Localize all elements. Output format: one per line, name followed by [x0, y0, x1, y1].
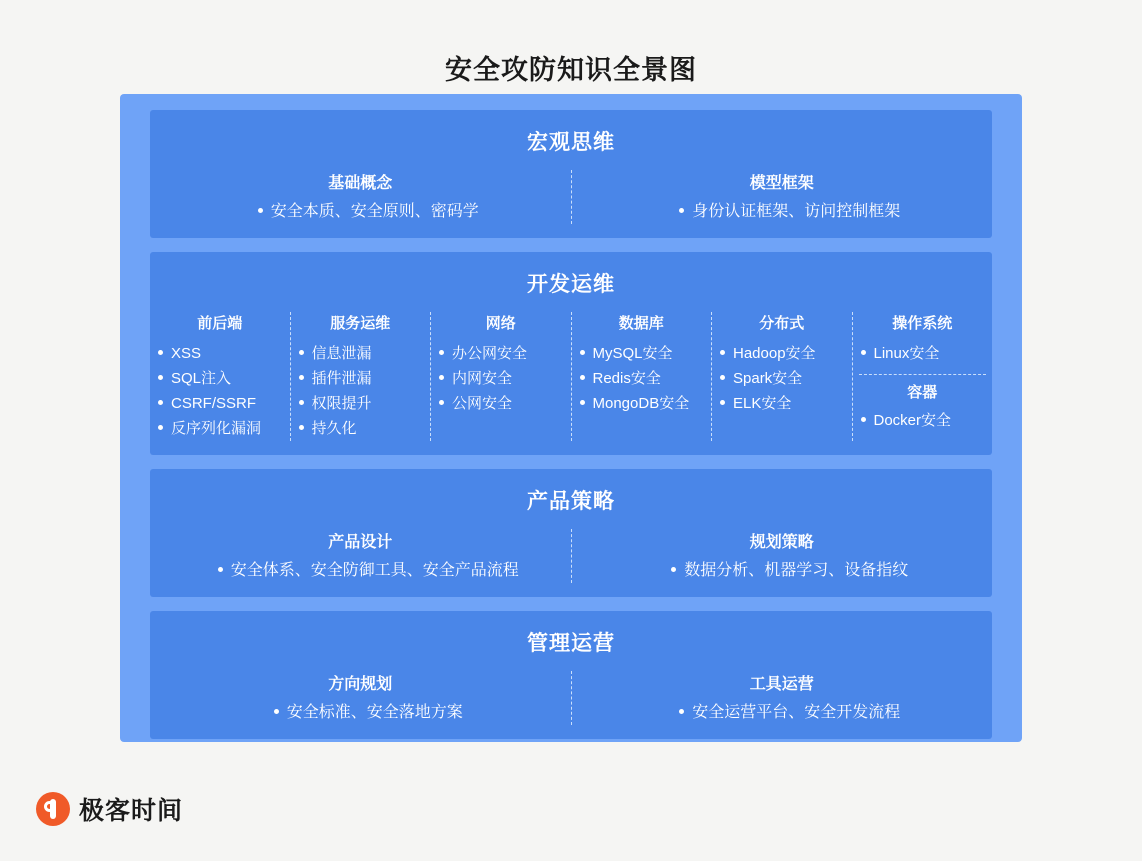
list-item-label: Docker安全 [873, 412, 952, 429]
bullet-icon [671, 567, 676, 572]
list-item-label: 插件泄漏 [311, 370, 372, 387]
list-item-label: 信息泄漏 [311, 345, 372, 362]
list-item-label: XSS [171, 345, 202, 362]
bullet-icon [679, 208, 684, 213]
list-item-label: 公网安全 [452, 395, 513, 412]
section-title: 开发运维 [527, 273, 615, 296]
subgroup-container [859, 374, 987, 433]
column-planning-strategy [571, 529, 993, 583]
column-tool-operations [571, 671, 993, 725]
list-item [156, 341, 284, 366]
list-item [297, 391, 425, 416]
page-title: 安全攻防知识全景图 [445, 55, 697, 85]
subgroup-items [859, 408, 987, 433]
section-columns [150, 312, 992, 441]
list-item-label: 身份认证框架、访问控制框架 [692, 203, 901, 220]
list-item [156, 391, 284, 416]
column-frontend-backend [150, 312, 290, 441]
bullet-icon [580, 350, 585, 355]
column-basic-concepts [150, 170, 571, 224]
list-item [242, 199, 479, 224]
column-items [578, 341, 706, 416]
bullet-icon [720, 400, 725, 405]
column-title: 规划策略 [749, 534, 814, 551]
column-items [582, 199, 983, 224]
column-items [160, 558, 561, 583]
column-title: 服务运维 [330, 315, 391, 332]
list-item-label: 数据分析、机器学习、设备指纹 [684, 562, 909, 579]
bullet-icon [158, 350, 163, 355]
list-item-label: Hadoop安全 [733, 345, 816, 362]
list-item-label: MySQL安全 [592, 345, 673, 362]
column-items [297, 341, 425, 441]
list-item [297, 366, 425, 391]
list-item [859, 341, 987, 366]
list-item [258, 700, 463, 725]
list-item-label: 安全本质、安全原则、密码学 [270, 203, 479, 220]
bullet-icon [679, 709, 684, 714]
list-item [578, 391, 706, 416]
bullet-icon [861, 350, 866, 355]
list-item-label: 内网安全 [452, 370, 513, 387]
bullet-icon [439, 400, 444, 405]
column-title: 分布式 [759, 315, 805, 332]
section-devops [150, 252, 992, 455]
list-item-label: Spark安全 [733, 370, 803, 387]
section-management-operations [150, 611, 992, 739]
column-items [437, 341, 565, 416]
bullet-icon [258, 208, 263, 213]
bullet-icon [158, 400, 163, 405]
column-operating-system [852, 312, 993, 441]
list-item [437, 341, 565, 366]
column-items [859, 341, 987, 366]
list-item-label: 安全体系、安全防御工具、安全产品流程 [230, 562, 519, 579]
list-item [297, 416, 425, 441]
list-item-label: MongoDB安全 [592, 395, 690, 412]
section-title: 产品策略 [527, 490, 615, 513]
list-item-label: 安全运营平台、安全开发流程 [692, 704, 901, 721]
section-title: 管理运营 [527, 632, 615, 655]
bullet-icon [861, 417, 866, 422]
column-model-framework [571, 170, 993, 224]
column-items [718, 341, 846, 416]
list-item-label: ELK安全 [733, 395, 792, 412]
column-title: 方向规划 [328, 676, 393, 693]
column-distributed [711, 312, 852, 441]
list-item [202, 558, 519, 583]
bullet-icon [299, 350, 304, 355]
column-title: 基础概念 [328, 175, 393, 192]
column-database [571, 312, 712, 441]
column-title: 数据库 [618, 315, 664, 332]
list-item-label: Linux安全 [873, 345, 940, 362]
list-item [859, 408, 987, 433]
bullet-icon [439, 350, 444, 355]
section-title: 宏观思维 [527, 131, 615, 154]
column-title: 产品设计 [328, 534, 393, 551]
list-item [663, 700, 900, 725]
list-item [663, 199, 900, 224]
subgroup-title: 容器 [907, 384, 938, 401]
column-direction-planning [150, 671, 571, 725]
section-macro-thinking [150, 110, 992, 238]
column-items [156, 341, 284, 441]
bullet-icon [299, 375, 304, 380]
list-item-label: SQL注入 [171, 370, 232, 387]
list-item-label: CSRF/SSRF [171, 395, 257, 412]
bullet-icon [218, 567, 223, 572]
column-title: 前后端 [197, 315, 243, 332]
section-columns [150, 170, 992, 224]
bullet-icon [274, 709, 279, 714]
list-item [156, 366, 284, 391]
list-item [297, 341, 425, 366]
bullet-icon [580, 400, 585, 405]
list-item [578, 341, 706, 366]
list-item-label: 持久化 [311, 420, 357, 437]
list-item-label: Redis安全 [592, 370, 661, 387]
geekbang-logo-icon [36, 792, 70, 826]
bullet-icon [299, 400, 304, 405]
list-item [718, 366, 846, 391]
section-columns [150, 671, 992, 725]
column-title: 模型框架 [749, 175, 814, 192]
column-items [160, 199, 561, 224]
section-product-strategy [150, 469, 992, 597]
bullet-icon [580, 375, 585, 380]
column-network [430, 312, 571, 441]
column-title: 工具运营 [749, 676, 814, 693]
list-item-label: 权限提升 [311, 395, 372, 412]
column-items [160, 700, 561, 725]
column-items [582, 700, 983, 725]
list-item-label: 安全标准、安全落地方案 [286, 704, 463, 721]
brand-footer [36, 791, 183, 827]
list-item [718, 341, 846, 366]
bullet-icon [720, 375, 725, 380]
bullet-icon [439, 375, 444, 380]
column-title: 网络 [485, 315, 516, 332]
list-item [156, 416, 284, 441]
list-item [437, 391, 565, 416]
column-title: 操作系统 [892, 315, 953, 332]
bullet-icon [158, 375, 163, 380]
bullet-icon [158, 425, 163, 430]
list-item-label: 反序列化漏洞 [171, 420, 262, 437]
column-items [582, 558, 983, 583]
list-item-label: 办公网安全 [452, 345, 528, 362]
list-item [655, 558, 908, 583]
brand-name: 极客时间 [79, 797, 184, 825]
column-service-ops [290, 312, 431, 441]
diagram-frame [120, 94, 1022, 742]
list-item [437, 366, 565, 391]
section-columns [150, 529, 992, 583]
column-product-design [150, 529, 571, 583]
list-item [578, 366, 706, 391]
bullet-icon [720, 350, 725, 355]
list-item [718, 391, 846, 416]
bullet-icon [299, 425, 304, 430]
